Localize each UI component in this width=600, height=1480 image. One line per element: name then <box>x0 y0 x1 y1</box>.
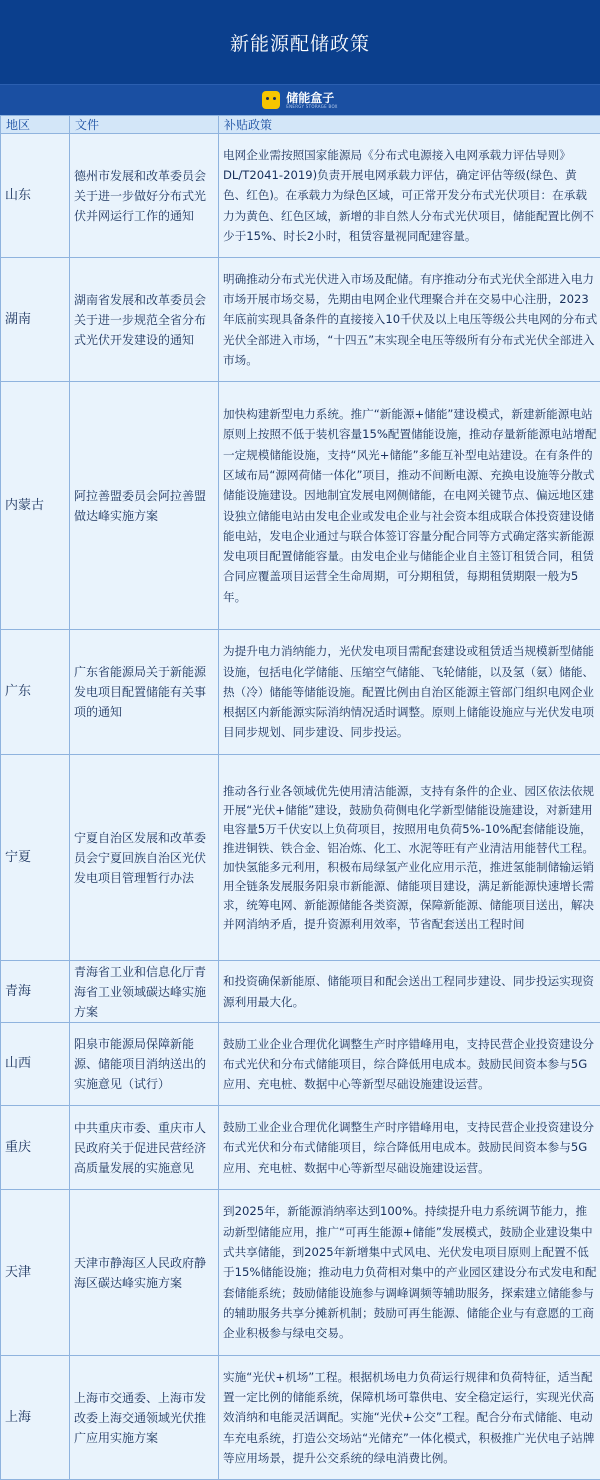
region-cell: 广东 <box>1 630 70 755</box>
page-title-bar <box>0 0 600 85</box>
policy-cell: 鼓励工业企业合理优化调整生产时序错峰用电，支持民营企业投资建设分布式光伏和分布式储能项目，综合降低用电成本。鼓励民间资本参与5G应用、充电桩、数据中心等新型尽础设施建设运营。 <box>219 1023 600 1106</box>
region-cell: 山西 <box>1 1023 70 1106</box>
table-row <box>1 755 600 961</box>
brand-logo <box>286 92 337 109</box>
policy-cell: 鼓励工业企业合理优化调整生产时序错峰用电，支持民营企业投资建设分布式光伏和分布式储能项目，综合降低用电成本。鼓励民间资本参与5G应用、充电桩、数据中心等新型尽础设施建设运营。 <box>219 1106 600 1190</box>
policy-cell: 加快构建新型电力系统。推广“新能源+储能”建设模式，新建新能源电站原则上按照不低于装机容量15%配置储能设施，推动存量新能源电站增配一定规模储能设施，支持“风光+储能”多能互补型电站建设。在有条件的区域布局“源网荷储一体化”项目，推动不间断电源、充换电设施等分散式储能设施建设。因地制宜发展电网侧储能，在电网关键节点、偏远地区建设独立储能电站由发电企业或发电企业与社会资本组成联合体投资建设储能电站，发电企业通过与联合体签订容量分配合同等方式确定落实新能源发电项目配置储能容量。由发电企业与储能企业自主签订租赁合同，租赁合同应覆盖项目运营全生命周期，可分期租赁，每期租赁期限一般为5年。 <box>219 382 600 630</box>
document-cell: 广东省能源局关于新能源发电项目配置储能有关事项的通知 <box>70 630 219 755</box>
table-row <box>1 961 600 1023</box>
document-cell: 德州市发展和改革委员会关于进一步做好分布式光伏并网运行工作的通知 <box>70 134 219 258</box>
document-cell: 中共重庆市委、重庆市人民政府关于促进民营经济高质量发展的实施意见 <box>70 1106 219 1190</box>
table-row <box>1 1023 600 1106</box>
region-cell: 重庆 <box>1 1106 70 1190</box>
table-row <box>1 258 600 382</box>
document-cell: 湖南省发展和改革委员会关于进一步规范全省分布式光伏开发建设的通知 <box>70 258 219 382</box>
column-header-policy: 补贴政策 <box>219 116 600 134</box>
table-row <box>1 382 600 630</box>
document-cell: 阳泉市能源局保障新能源、储能项目消纳送出的实施意见（试行） <box>70 1023 219 1106</box>
table-row <box>1 1190 600 1356</box>
policy-cell: 推动各行业各领域优先使用清洁能源，支持有条件的企业、园区依法依规开展“光伏+储能”建设，鼓励负荷侧电化学新型储能设施建设，对新建用电容量5万千伏安以上负荷项目，按照用电负荷5%-10%配套储能设施，推进铜铁、铁合金、铝冶炼、化工、水泥等旺有产业清洁用能替代工程。加快氢能多元利用，积极布局绿氢产业化应用示范，推进氢能制储输运销用全链条发展服务阳泉市新能源、储能项目建设，满足新能源快速增长需求，统筹电网、新能源储能各类资源，保障新能源、储能项目送出，解决并网消纳矛盾，提升资源利用效率，节省配套送出工程时间 <box>219 755 600 961</box>
policy-cell: 明确推动分布式光伏进入市场及配储。有序推动分布式光伏全部进入电力市场开展市场交易，先期由电网企业代理聚合并在交易中心注册，2023年底前实现具备条件的直接接入10千伏及以上电压等级公共电网的分布式光伏全部进入市场，“十四五”末实现全电压等级所有分布式光伏全部进入市场。 <box>219 258 600 382</box>
column-header-region: 地区 <box>1 116 70 134</box>
brand-subtitle: ENERGY STORAGE BOX <box>286 105 337 109</box>
table-row <box>1 134 600 258</box>
document-cell: 青海省工业和信息化厅青海省工业领域碳达峰实施方案 <box>70 961 219 1023</box>
page-title: 新能源配储政策 <box>230 29 370 56</box>
policy-cell: 到2025年，新能源消纳率达到100%。持续提升电力系统调节能力，推动新型储能应用，推广“可再生能源+储能”发展模式，鼓励企业建设集中式共享储能，到2025年新增集中式风电、光伏发电项目原则上配置不低于15%储能设施；推动电力负荷相对集中的产业园区建设分布式发电和配套储能系统；鼓励储能设施参与调峰调频等辅助服务，探索建立储能参与的辅助服务共享分摊新机制；鼓励可再生能源、储能企业与有意愿的工商企业积极参与绿电交易。 <box>219 1190 600 1356</box>
policy-table <box>0 115 600 1480</box>
region-cell: 青海 <box>1 961 70 1023</box>
document-cell: 天津市静海区人民政府静海区碳达峰实施方案 <box>70 1190 219 1356</box>
document-cell: 宁夏自治区发展和改革委员会宁夏回族自治区光伏发电项目管理暂行办法 <box>70 755 219 961</box>
document-cell: 阿拉善盟委员会阿拉善盟做达峰实施方案 <box>70 382 219 630</box>
region-cell: 上海 <box>1 1356 70 1480</box>
brand-bar <box>0 85 600 115</box>
brand-name: 储能盒子 <box>286 92 337 104</box>
table-row <box>1 1106 600 1190</box>
region-cell: 山东 <box>1 134 70 258</box>
policy-cell: 和投资确保新能原、储能项目和配会送出工程同步建设、同步投运实现资源利用最大化。 <box>219 961 600 1023</box>
storage-box-logo-icon <box>262 91 280 109</box>
table-header-row <box>1 116 600 134</box>
region-cell: 天津 <box>1 1190 70 1356</box>
document-cell: 上海市交通委、上海市发改委上海交通领域光伏推广应用实施方案 <box>70 1356 219 1480</box>
policy-cell: 为提升电力消纳能力，光伏发电项目需配套建设或租赁适当规模新型储能设施，包括电化学储能、压缩空气储能、飞轮储能，以及氢（氨）储能、热（冷）储能等储能设施。配置比例由自治区能源主管部门组织电网企业根据区内新能源实际消纳情况适时调整。原则上储能设施应与光伏发电项目同步规划、同步建设、同步投运。 <box>219 630 600 755</box>
policy-cell: 实施“光伏+机场”工程。根据机场电力负荷运行规律和负荷特征，适当配置一定比例的储能系统，保障机场可靠供电、安全稳定运行，实现光伏高效消纳和电能灵活调配。实施“光伏+公交”工程。配合分布式储能、电动车充电系统，打造公交场站“光储充”一体化模式，积极推广光伏电子站牌等应用场景，提升公交系统的绿电消费比例。 <box>219 1356 600 1480</box>
region-cell: 宁夏 <box>1 755 70 961</box>
policy-cell: 电网企业需按照国家能源局《分布式电源接入电网承载力评估导则》DL/T2041-2019)负责开展电网承载力评估，确定评估等级(绿色、黄色、红色)。在承载力为绿色区域，可正常开发分布式光伏项目：在承载力为黄色、红色区域，新增的非自然人分布式光伏项目，储能配置比例不少于15%、时长2小时，租赁容量视同配建容量。 <box>219 134 600 258</box>
region-cell: 内蒙古 <box>1 382 70 630</box>
table-row <box>1 630 600 755</box>
column-header-document: 文件 <box>70 116 219 134</box>
table-row <box>1 1356 600 1480</box>
region-cell: 湖南 <box>1 258 70 382</box>
